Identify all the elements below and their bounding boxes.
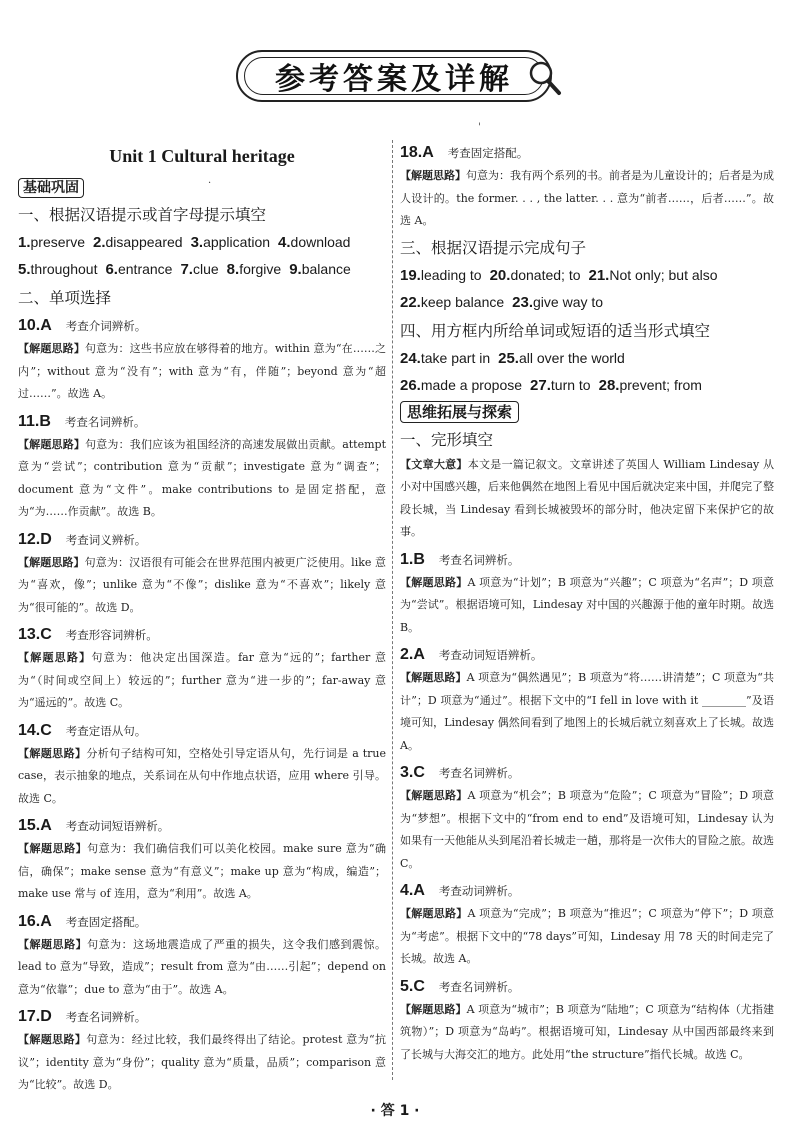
explanation-text: A 项意为“城市”；B 项意为“陆地”；C 项意为“结构体（尤指建筑物）”；D 项意为“岛屿”。根据语境可知，Lindesay 从中国西部最终来到了长城与大海交汇的地方。此处用“the structure”指代长城。故选 C。 bbox=[400, 1002, 774, 1061]
answer-number: 8. bbox=[226, 261, 240, 278]
question-head bbox=[400, 547, 774, 572]
question-explanation bbox=[18, 1029, 386, 1097]
answer-number: 1. bbox=[18, 234, 31, 251]
answer-word: application bbox=[203, 234, 271, 250]
left-column bbox=[18, 140, 386, 1097]
explanation-tag: 【解题思路】 bbox=[18, 1033, 87, 1046]
question-head bbox=[400, 140, 774, 165]
answer-word: leading to bbox=[420, 266, 482, 283]
explanation-tag: 【解题思路】 bbox=[400, 907, 468, 920]
print-dot: ' bbox=[478, 122, 481, 133]
answer-number: 21. bbox=[588, 266, 610, 284]
page-number: · 答 1 · bbox=[370, 1103, 420, 1119]
question-number: 1.B bbox=[400, 550, 425, 568]
answer-number: 2. bbox=[92, 234, 106, 251]
question-head bbox=[18, 527, 386, 552]
answer-word: disappeared bbox=[105, 234, 183, 250]
answer-word: balance bbox=[301, 261, 351, 277]
answer-number: 6. bbox=[105, 261, 118, 278]
question-explanation bbox=[400, 999, 774, 1067]
explanation-text: 句意为：我有两个系列的书。前者是为儿童设计的；后者是为成人设计的。the former. . . , the latter. . . 意为“前者……，后者……”。故选 A。 bbox=[400, 169, 774, 227]
answer-word: entrance bbox=[117, 261, 173, 277]
question-number: 4.A bbox=[400, 882, 425, 899]
question-head bbox=[18, 1004, 386, 1029]
explanation-text: A 项意为“机会”；B 项意为“危险”；C 项意为“冒险”；D 项意为“梦想”。根据下文中的“from end to end”及语境可知，Lindesay 认为如果有一天他能从头到尾沿着长城走一趟，那将是一次伟大的冒险之旅。故选 C。 bbox=[400, 789, 774, 870]
answer-row bbox=[400, 345, 774, 372]
explanation-tag: 【解题思路】 bbox=[400, 169, 466, 182]
answer-word: Not only; but also bbox=[609, 266, 718, 283]
question-explanation bbox=[400, 903, 774, 971]
answer-word: keep balance bbox=[420, 293, 505, 310]
fill-answers bbox=[18, 229, 386, 283]
answer-number: 27. bbox=[530, 376, 551, 394]
answer-word: clue bbox=[192, 261, 219, 277]
question-explanation bbox=[400, 165, 774, 233]
right-column bbox=[400, 140, 774, 1066]
answer-row bbox=[400, 372, 774, 399]
question-number: 14.C bbox=[18, 721, 52, 739]
answer-word: throughout bbox=[30, 261, 98, 277]
section-heading-fill: 一、根据汉语提示或首字母提示填空 bbox=[18, 206, 267, 224]
question-head bbox=[18, 313, 386, 338]
question-topic: 考查动词短语辨析。 bbox=[438, 648, 543, 662]
question-number: 10.A bbox=[18, 317, 52, 334]
answer-word: forgive bbox=[239, 261, 282, 277]
question-explanation bbox=[18, 838, 386, 906]
explanation-text: 句意为：汉语很有可能会在世界范围内被更广泛使用。like 意为“喜欢，像”；unlike 意为“不像”；dislike 意为“不喜欢”；likely 意为“很可能的”。故选 D。 bbox=[18, 555, 386, 614]
cloze-question-list bbox=[400, 547, 774, 1067]
question-head bbox=[400, 878, 774, 903]
question-explanation bbox=[18, 552, 386, 620]
question-explanation bbox=[18, 743, 386, 811]
explanation-text: A 项意为“计划”；B 项意为“兴趣”；C 项意为“名声”；D 项意为“尝试”。根据语境可知，Lindesay 对中国的兴趣源于他的童年时期。故选 B。 bbox=[400, 575, 774, 634]
explanation-tag: 【解题思路】 bbox=[18, 555, 85, 569]
question-head bbox=[400, 760, 774, 785]
answer-number: 28. bbox=[598, 376, 620, 394]
answer-row bbox=[18, 229, 386, 256]
question-topic: 考查固定搭配。 bbox=[65, 914, 147, 929]
question-topic: 考查名词辨析。 bbox=[65, 1010, 147, 1024]
question-number: 13.C bbox=[18, 626, 52, 643]
question-explanation bbox=[400, 572, 774, 640]
answer-word: turn to bbox=[550, 376, 591, 393]
unit-title: Unit 1 Cultural heritage bbox=[109, 146, 295, 166]
explanation-text: 句意为：他决定出国深造。far 意为“远的”；farther 意为“（时间或空间上）较远的”；further 意为“进一步的”；far-away 意为“遥远的”。故选 C。 bbox=[18, 651, 386, 709]
page-title: 参考答案及详解 bbox=[275, 62, 513, 97]
question-explanation bbox=[18, 434, 386, 524]
explanation-tag: 【解题思路】 bbox=[18, 342, 85, 355]
answer-number: 7. bbox=[180, 261, 193, 278]
question-item bbox=[18, 1004, 386, 1097]
question-number: 5.C bbox=[400, 977, 425, 995]
question-number: 18.A bbox=[400, 144, 434, 161]
answer-number: 24. bbox=[400, 349, 421, 367]
choice-question-list bbox=[18, 313, 386, 1097]
explanation-tag: 【解题思路】 bbox=[400, 789, 468, 802]
question-number: 2.A bbox=[400, 646, 425, 663]
question-head bbox=[18, 409, 386, 434]
explanation-tag: 【解题思路】 bbox=[400, 1002, 467, 1016]
answer-word: preserve bbox=[30, 234, 85, 250]
answer-word: take part in bbox=[420, 349, 491, 366]
question-topic: 考查名词辨析。 bbox=[438, 979, 520, 994]
question-topic: 考查名词辨析。 bbox=[438, 766, 520, 780]
answer-number: 4. bbox=[278, 234, 291, 251]
question-topic: 考查固定搭配。 bbox=[447, 146, 529, 160]
question-head bbox=[400, 642, 774, 667]
question-item bbox=[400, 547, 774, 640]
question-item bbox=[400, 974, 774, 1067]
question-item bbox=[18, 813, 386, 906]
explanation-text: 句意为：这场地震造成了严重的损失，这令我们感到震惊。lead to 意为“导致，造成”；result from 意为“由……引起”；depend on 意为“依靠”；due to 意为“由于”。故选 A。 bbox=[18, 937, 387, 996]
question-item bbox=[18, 409, 386, 524]
print-dot: · bbox=[208, 178, 212, 189]
question-head bbox=[18, 813, 386, 838]
box-fill-answers bbox=[400, 345, 774, 399]
answer-title-banner bbox=[236, 50, 552, 102]
explanation-text: A 项意为“偶然遇见”；B 项意为“将……讲清楚”；C 项意为“共计”；D 项意为“通过”。根据下文中的“I fell in love with it ________”及语境可知，Lindesay 偶然间看到了地图上的长城后就立刻喜欢上了长城。故选 A。 bbox=[400, 671, 774, 752]
column-divider bbox=[392, 140, 393, 1080]
explanation-text: A 项意为“完成”；B 项意为“推迟”；C 项意为“停下”；D 项意为“考虑”。根据下文中的“78 days”可知，Lindesay 用 78 天的时间走完了长城。故选 A。 bbox=[400, 907, 774, 965]
question-explanation bbox=[18, 338, 386, 406]
question-explanation bbox=[18, 934, 386, 1002]
explanation-tag: 【解题思路】 bbox=[18, 746, 87, 760]
question-item bbox=[18, 527, 386, 620]
question-topic: 考查名词辨析。 bbox=[64, 414, 146, 429]
summary-tag: 【文章大意】 bbox=[400, 457, 468, 471]
question-topic: 考查词义辨析。 bbox=[65, 532, 147, 547]
answer-number: 5. bbox=[18, 261, 31, 278]
answer-number: 9. bbox=[289, 261, 302, 278]
question-item bbox=[400, 878, 774, 971]
answer-word: give way to bbox=[533, 293, 604, 310]
question-item bbox=[400, 140, 774, 233]
answer-word: download bbox=[290, 234, 351, 250]
question-number: 15.A bbox=[18, 817, 52, 834]
answer-word: made a propose bbox=[420, 376, 523, 393]
answer-row bbox=[400, 262, 774, 289]
section-heading-sentence: 三、根据汉语提示完成句子 bbox=[400, 238, 587, 257]
section-box-extension: 思维拓展与探索 bbox=[400, 401, 519, 423]
question-number: 3.C bbox=[400, 764, 425, 781]
section-heading-cloze: 一、完形填空 bbox=[400, 430, 494, 449]
question-topic: 考查形容词辨析。 bbox=[65, 628, 158, 642]
question-head bbox=[18, 622, 386, 647]
question-head bbox=[400, 974, 774, 999]
question-explanation bbox=[18, 647, 386, 715]
explanation-tag: 【解题思路】 bbox=[18, 437, 86, 451]
answer-row bbox=[400, 289, 774, 316]
question-number: 11.B bbox=[18, 412, 51, 430]
question-topic: 考查定语从句。 bbox=[65, 723, 147, 738]
answer-number: 19. bbox=[400, 266, 421, 284]
answer-number: 26. bbox=[400, 376, 421, 394]
answer-row bbox=[18, 256, 386, 283]
answer-word: prevent; from bbox=[619, 376, 702, 393]
sentence-answers bbox=[400, 262, 774, 316]
question-item bbox=[18, 622, 386, 715]
section-box-basic: 基础巩固 bbox=[18, 178, 84, 198]
answer-number: 3. bbox=[190, 234, 204, 251]
question-topic: 考查介词辨析。 bbox=[65, 319, 147, 333]
explanation-text: 句意为：我们确信我们可以美化校园。make sure 意为“确信，确保”；make sense 意为“有意义”；make up 意为“构成，编造”；make use 常与 of 连用，意为“利用”。故选 A。 bbox=[18, 842, 386, 900]
answer-word: donated; to bbox=[510, 266, 581, 283]
question-topic: 考查动词辨析。 bbox=[438, 884, 520, 898]
question-explanation bbox=[400, 667, 774, 757]
summary-text: 本文是一篇记叙文。文章讲述了英国人 William Lindesay 从小对中国感兴趣，后来他偶然在地图上看见中国后就决定来中国，并爬完了整段长城，当 Lindesay 看到长城被毁坏的部分时，他决定留下来保护它的故事。 bbox=[400, 457, 775, 538]
explanation-tag: 【解题思路】 bbox=[400, 575, 468, 589]
question-head bbox=[18, 718, 386, 743]
question-item bbox=[18, 718, 386, 811]
question-item bbox=[400, 642, 774, 757]
article-summary bbox=[400, 454, 774, 544]
explanation-tag: 【解题思路】 bbox=[400, 671, 467, 684]
explanation-text: 分析句子结构可知，空格处引导定语从句，先行词是 a true case，表示抽象的地点，关系词在从句中作地点状语，应用 where 引导。故选 C。 bbox=[18, 746, 386, 805]
question-number: 16.A bbox=[18, 912, 52, 930]
answer-number: 23. bbox=[512, 293, 534, 311]
magnifier-icon bbox=[526, 58, 564, 98]
question-item bbox=[18, 313, 386, 406]
question-number: 17.D bbox=[18, 1008, 52, 1025]
explanation-text: 句意为：我们应该为祖国经济的高速发展做出贡献。attempt 意为“尝试”；contribution 意为“贡献”；investigate 意为“调查”；document 意为“文件”。make contributions to 是固定搭配，意为“为……作贡献”。故选 B。 bbox=[18, 437, 386, 518]
question-number: 12.D bbox=[18, 530, 52, 548]
question-head bbox=[18, 909, 386, 934]
explanation-text: 句意为：这些书应放在够得着的地方。within 意为“在……之内”；without 意为“没有”；with 意为“有，伴随”；beyond 意为“超过……”。故选 A。 bbox=[18, 342, 386, 400]
explanation-tag: 【解题思路】 bbox=[18, 842, 88, 855]
question-item bbox=[400, 760, 774, 875]
question-topic: 考查名词辨析。 bbox=[438, 552, 520, 567]
question-item bbox=[18, 909, 386, 1002]
section-heading-choice: 二、单项选择 bbox=[18, 289, 112, 307]
explanation-tag: 【解题思路】 bbox=[18, 651, 92, 664]
question-topic: 考查动词短语辨析。 bbox=[65, 819, 170, 833]
explanation-text: 句意为：经过比较，我们最终得出了结论。protest 意为“抗议”；identity 意为“身份”；quality 意为“质量，品质”；comparison 意为“比较”。故选 D。 bbox=[18, 1033, 387, 1091]
answer-number: 22. bbox=[400, 293, 421, 311]
explanation-tag: 【解题思路】 bbox=[18, 937, 88, 951]
section-heading-box-fill: 四、用方框内所给单词或短语的适当形式填空 bbox=[400, 321, 711, 340]
question-explanation bbox=[400, 785, 774, 875]
answer-word: all over the world bbox=[518, 349, 625, 366]
answer-number: 25. bbox=[498, 349, 519, 367]
answer-number: 20. bbox=[489, 266, 511, 284]
